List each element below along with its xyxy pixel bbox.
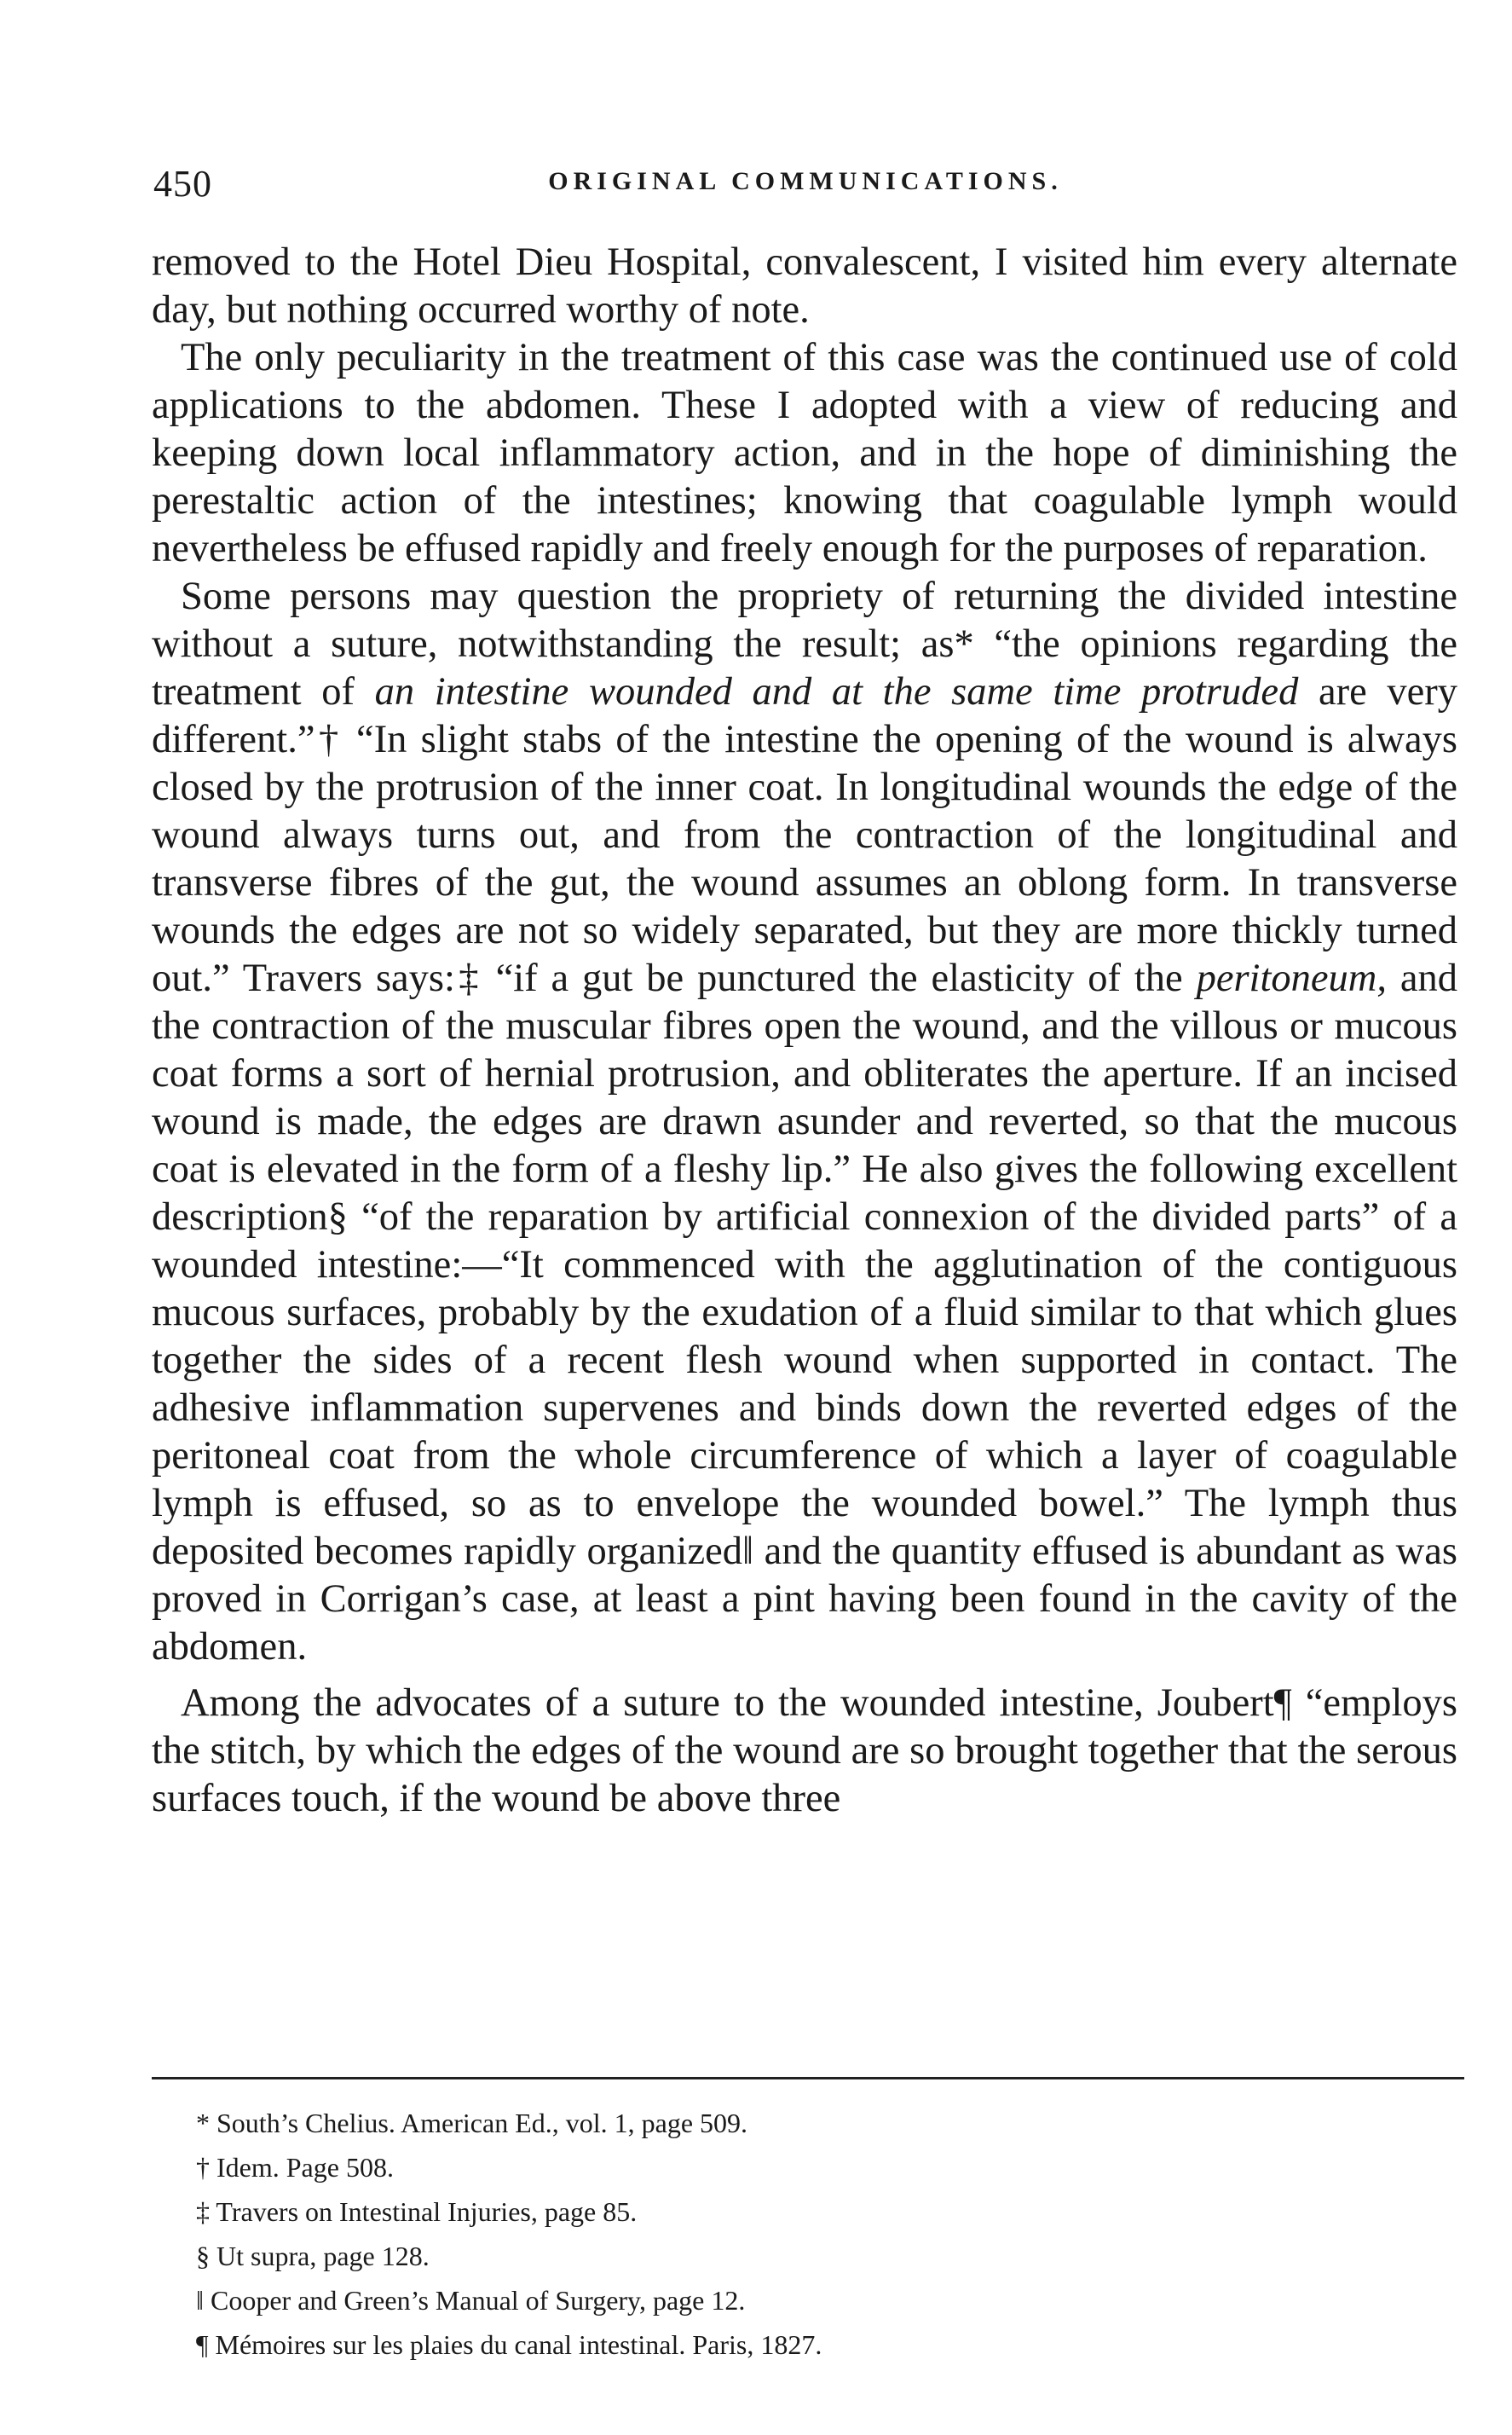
text-run: Some persons may question the propriety of returning the divided intestine without a suture, notwithstanding the result; as* “the opinions regarding the treatment of	[152, 575, 1457, 714]
footnote: § Ut supra, page 128.	[196, 2241, 430, 2271]
paragraph-continued: removed to the Hotel Dieu Hospital, convalescent, I visited him every alternate day, but nothing occurred worthy of note.	[152, 240, 1457, 332]
footnote: * South’s Chelius. American Ed., vol. 1, page 509.	[196, 2108, 748, 2138]
paragraph-treatment: The only peculiarity in the treatment of this case was the continued use of cold applications to the abdomen. These I adopted with a view of reducing and keeping down local inflammatory action, and in the hope of diminishing the perestaltic action of the intestines; knowing that coagulable lymph would nevertheless be effused rapidly and freely enough for the purposes of reparation.	[152, 336, 1457, 570]
paragraph-advocates: Among the advocates of a suture to the wounded intestine, Joubert¶ “employs the stitch, by which the edges of the wound are so brought together that the serous surfaces touch, if the wound be above three	[152, 1681, 1457, 1820]
running-head: ORIGINAL COMMUNICATIONS.	[548, 167, 1063, 195]
text-run: and the contraction of the muscular fibres open the wound, and the villous or mucous coat forms a sort of hernial protrusion, and obliterates the aperture. If an incised wound is made, the edges are drawn asunder and reverted, so that the mucous coat is elevated in the form of a fleshy lip.” He also gives the following excellent description§ “of the reparation by artificial connexion of the divided parts” of a wounded intestine:—“It commenced with the agglutination of the contiguous mucous surfaces, probably by the exudation of a fluid similar to that which glues together the sides of a recent flesh wound when supported in contact. The adhesive inflammation supervenes and binds down the reverted edges of the peritoneal coat from the whole circumference of which a layer of coagulable lymph is effused, so as to envelope the wounded bowel.” The lymph thus deposited becomes rapidly organized‖ and the quantity effused is abundant as was proved in Corrigan’s case, at least a pint having been found in the cavity of the abdomen.	[152, 957, 1457, 1669]
footnote: ‖ Cooper and Green’s Manual of Surgery, page 12.	[196, 2285, 746, 2316]
footnote: † Idem. Page 508.	[196, 2152, 394, 2183]
paragraph-suture-question	[152, 573, 1457, 1671]
text-run: are very different.”† “In slight stabs of the intestine the opening of the wound is always closed by the protrusion of the inner coat. In longitudinal wounds the edge of the wound always turns out, and from the contraction of the longitudinal and transverse fibres of the gut, the wound assumes an oblong form. In transverse wounds the edges are not so widely separated, but they are more thickly turned out.” Travers says:‡ “if a gut be punctured the elasticity of the	[152, 670, 1457, 1000]
page-number: 450	[153, 163, 212, 205]
italic-word: peritoneum,	[1196, 957, 1387, 1000]
page-header	[153, 162, 1457, 213]
footnote: ‡ Travers on Intestinal Injuries, page 85.	[196, 2196, 638, 2227]
body-text	[152, 239, 1457, 1823]
footnote: ¶ Mémoires sur les plaies du canal intestinal. Paris, 1827.	[196, 2329, 822, 2360]
footnote-rule	[152, 2077, 1464, 2079]
italic-phrase: an intestine wounded and at the same time protruded	[374, 670, 1299, 714]
footnotes	[196, 2101, 1389, 2367]
